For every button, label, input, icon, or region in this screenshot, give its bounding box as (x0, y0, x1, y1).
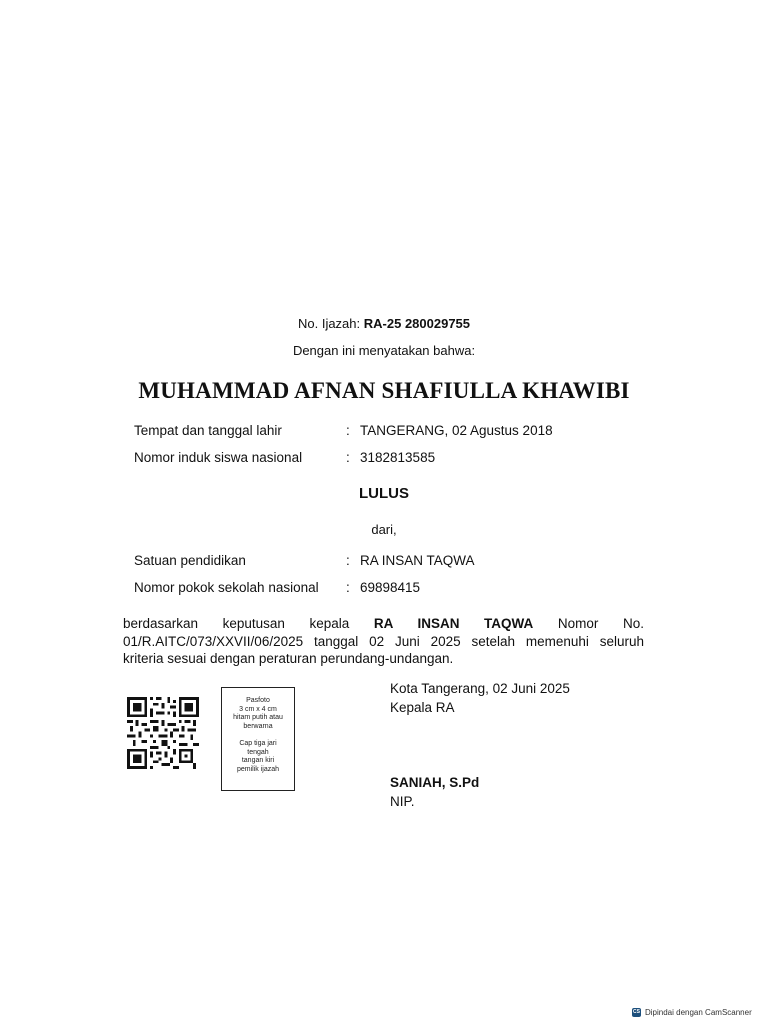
photo-text: Pasfoto (246, 697, 270, 704)
field-value: 3182813585 (360, 450, 436, 465)
field-value: TANGERANG, 02 Agustus 2018 (360, 423, 553, 438)
field-label: Satuan pendidikan (134, 553, 246, 568)
field-colon: : (346, 580, 350, 595)
signatory-nip: NIP. (390, 794, 415, 809)
camscanner-label: Dipindai dengan CamScanner (645, 1007, 752, 1017)
diploma-number (0, 316, 768, 331)
signatory-name: SANIAH, S.Pd (390, 775, 480, 790)
decision-line-3: kriteria sesuai dengan peraturan perundang-undangan. (123, 651, 454, 666)
field-label: Nomor pokok sekolah nasional (134, 580, 319, 595)
statement-text: Dengan ini menyatakan bahwa: (292, 343, 476, 358)
decision-paragraph (123, 615, 644, 668)
field-label: Tempat dan tanggal lahir (134, 423, 282, 438)
qr-code (127, 697, 199, 769)
decision-line-1 (123, 615, 644, 633)
signature-role: Kepala RA (390, 700, 455, 715)
camscanner-icon: CS (633, 1008, 640, 1015)
birth-place-date-row (134, 423, 654, 441)
field-colon: : (346, 450, 350, 465)
decision-school-name: RA INSAN TAQWA (373, 616, 534, 631)
decision-text: berdasarkan keputusan kepala (123, 616, 350, 631)
diploma-number-label: No. Ijazah: (297, 316, 361, 331)
photo-text: hitam putih atau (233, 714, 283, 721)
camscanner-watermark (632, 1005, 752, 1019)
fingerprint-instructions (222, 740, 294, 774)
from-text: dari, (371, 522, 397, 537)
field-colon: : (346, 553, 350, 568)
fingerprint-text: pemilik ijazah (236, 765, 280, 773)
field-value: 69898415 (360, 580, 421, 595)
diploma-number-value: RA-25 280029755 (363, 316, 471, 331)
student-name: MUHAMMAD AFNAN SHAFIULLA KHAWIBI (138, 378, 630, 403)
photo-instructions (222, 697, 294, 731)
school-name-row (134, 553, 654, 571)
school-npsn-row (134, 580, 654, 598)
signature-place-date: Kota Tangerang, 02 Juni 2025 (390, 681, 570, 696)
student-nisn-row (134, 450, 654, 468)
field-label: Nomor induk siswa nasional (134, 450, 303, 465)
decision-line-2: 01/R.AITC/073/XXVII/06/2025 tanggal 02 Juni 2025 setelah memenuhi seluruh (123, 633, 644, 649)
photo-text: berwarna (243, 722, 273, 730)
fingerprint-text: tangan kiri (241, 757, 275, 764)
fingerprint-text: Cap tiga jari (239, 740, 277, 747)
photo-text: 3 cm x 4 cm (239, 705, 277, 713)
graduation-status: LULUS (359, 485, 409, 502)
photo-placeholder-box (221, 687, 295, 791)
decision-text: Nomor No. (557, 616, 644, 631)
field-colon: : (346, 423, 350, 438)
fingerprint-text: tengah (247, 748, 269, 756)
field-value: RA INSAN TAQWA (360, 553, 475, 568)
